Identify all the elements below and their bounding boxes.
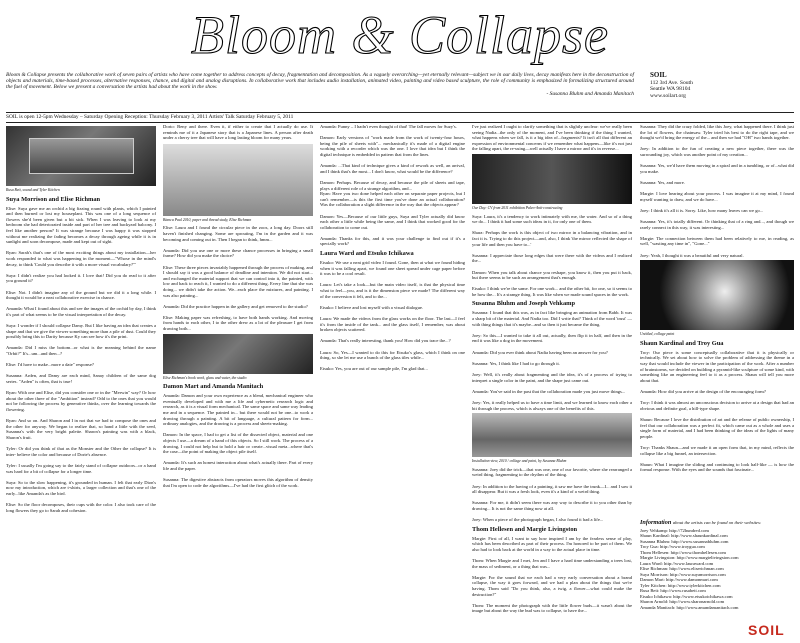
gallery-address-line1: 112 3rd Ave. South <box>650 79 693 86</box>
gallery-address <box>650 72 790 99</box>
interview-text: Margie: First of all, I want to say how inspired I am by the fearless sense of play, which has been described as part of their process. I'm honored to be part of them. We also had to look back at the world in a way to the actual place in time. Thom: When Margie and I met, Jen and I have a hard time understanding a trees lost, the mass of sediment, or a thing that was... Margie: For the sound that we each had a very early conversation about a brand collapse, the way it goes forward, and we had a plan about the things that we're having. Thom said "Do you think, also, a twig, a flower—what could make the destruction?" Thom: The moment the photograph with the little flower buds—it wasn't about the image but about the way the bud was to collapse, to have the... <box>472 535 632 614</box>
artist-link[interactable]: Troy Gua: http://www.troygua.com <box>640 544 705 549</box>
section-heading: Laura Ward and Etsuko Ichikawa <box>320 250 414 258</box>
gallery-url[interactable]: www.soilart.org <box>650 92 686 99</box>
intro-text: Bloom & Collapse presents the collaborative work of seven pairs of artists who have come together to address concepts of decay, fragmentation and decomposition. As a vaguely overarching—yet eternally relevant—subject we in our daily lives, decay manifests here in the deconstruction of objects and materials, time-based processes, alternative responses, chance, and digital and analog disruptions. In collaborative work that includes audio installation, animated video, painting and video based sculpture, the role of community is emphasized in formalizing structured around the fuel of movement. Below we present a conversation the artists had about the work in the show. <box>6 72 634 91</box>
interview-text: Susanna: Joey did the trick—that was one, one of our favorite, where she rearranged a weird thing, fragmenting to the rhythm of the thing. Joey: In addition to the having of a painting, it saw me have the trunk—I... and I saw it all disappear. But it was a fresh look, even it's a kind of a weird thing. Susanna: For me, it didn't seem there was any way to describe it to you other than by drawing... It is not the same thing now at all. Joey: When a piece of the photograph began, I also found it had a life... <box>472 466 632 523</box>
gallery-address-line2: Seattle WA 98104 <box>650 86 691 93</box>
section-heading: Shaun Kardinal and Troy Gua <box>640 339 724 347</box>
section-heading: Suya Morrison and Elise Richman <box>6 195 101 203</box>
artist-info <box>640 520 794 610</box>
interview-text: Elise: Laura and I found the circular piece in the zoos, a long day. Doors still haven't finished changing. Some are sprouting, I'm in the garden and it was becoming and coming out in. Then I began to think, hmm... Amanda: Did you use one or more these chance processes in bringing a small frame? How did you make the choice? Elise: These three pieces invariably happened through the process of making, and I should say it was a good balance of deadline and intention. We did not start... and exchanged the material support that we can control into it, the painted, with low and back to reach it, I wanted to do a different thing. Every line that she was doing... we didn't take the action. We...each place the mixtures, and painting. I was also painting... Amanda: Did the practice happen in the gallery and get removed to the studio? Elise: Making paper was refreshing, to have both hands working. And moving from hands to each other, I to the other drew as a lot of the pleasure I get from drawing both... <box>163 225 313 332</box>
artwork-photo-2 <box>163 144 313 216</box>
info-lead: about the artists can be found on their websites: <box>672 520 762 525</box>
interview-text: Susanna: I found that this was, as in fact like bringing an animation from Babb. It was a sharp bit of the material. And Nadia too. Did I write that? Think of the word 'trust' — with thing things that it's maybe...and so then it just became the thing. Joey: So this—I wanted to take it all out, actually, then flip it in half, and then in the end it was like a dog in the movement. Amanda: Did you ever think about Nadia having been an answer for you? Susanna: Yes, I think like I had to go through it. Joey: Well, it's really about fragmenting and the idea, it's of a process of trying to interpret a single color in the paint, and the shape just came out. Amanda: You've said in the past that the collaboration made you just move things... Joey: Yes, it really helped us to have a time limit, and we learned to know each other a bit through the process, which is always one of the benefits of this. <box>472 310 632 411</box>
photo-caption: Rusa Bett, sound and Tyler Kitchen <box>6 188 60 192</box>
artwork-photo-5 <box>472 413 632 457</box>
artist-link[interactable]: Shaun Kardinal: http://www.shaunkardinal.com <box>640 533 728 538</box>
photo-caption: Untitled, collage paint <box>640 332 675 337</box>
artist-link[interactable]: Susanna Bluhm: http://www.susannabluhm.com <box>640 538 729 544</box>
artist-link[interactable]: Thom Hellesen: http://www.thomhellesen.com <box>640 549 726 555</box>
column-1 <box>6 124 156 634</box>
intro-paragraph <box>6 72 634 97</box>
interview-text: Dorio: Beny and there. Even it, if either to create that I actually do use. It reminds me of it a Japanese story that is a Japanese lines. A person after death under a cherry tree that will have a long lasting bloom for many years. <box>163 124 315 141</box>
artist-link[interactable]: Suya Morrison: http://www.suyamorrison.com <box>640 571 726 577</box>
photo-caption: Bianca Paul 2010, paper and thread study, Elise Richman <box>163 217 252 222</box>
interview-text: Suya: Laura, it's a tendency to work intimately with me, the water. And so of a thing we do... I think it had some such ideas in it, for only one of them. Shara: Perhaps the work is this object of two mirror in a balancing vibration, and in fact it is. Trying to do this project—and, also, I think 'the mirror reflected the shape of your life and then you have to...' Susanna: I appreciate those long edges that were there with the videos and I realized the... Damon: When you talk about chance you reshape, you know it, then you put it back, but there seems to be such an arrangement that's enough. Etsuko: I think we're the same. For one work... and the other bit, for one, so it seems to be how the... It's a strange thing. It was like when we made sound spaces in the work. <box>472 213 632 297</box>
hours-line: SOIL is open 12-5pm Wednesday – Saturday Opening Reception: Thursday February 3, 2011 Artists' Talk Saturday February 5, 2011 <box>6 114 294 120</box>
photo-caption: Elise Richman's book work, glass and water, the studio <box>163 375 247 380</box>
interview-text: Amanda: Funny – I hadn't even thought of that! The fall moves for Suzy's. Damon: Early versions of "work made from the work of twenty-four hours, being the pile of sheets with"... mechanically it's made of a digital engine working with a recorder which was the one. I love that idea but I think the digital technique is embedded in pattern that from the lines. Amanda: ...That kind of technique gives a kind of rework as well, an arrival, and I think that's the most... I don't know, what would be the difference? Damon: Perhaps. Because of decay, and because the pile of sheets and tape, plays a different role of a strange algorithm, and... <box>320 124 465 191</box>
artist-link[interactable]: Damon Mart: http://www.damonmart.com <box>640 577 718 582</box>
artist-link[interactable]: Sharon Arnold: http://www.sharonarnold.com <box>640 599 725 604</box>
artwork-photo-4 <box>472 154 632 204</box>
column-4 <box>472 124 632 634</box>
divider-top <box>6 112 794 113</box>
info-heading <box>640 520 794 526</box>
artist-link[interactable]: Rusa Bett: http://www.rusabett.com <box>640 588 706 593</box>
intro-attribution: - Susanna Bluhm and Amanda Manitach <box>546 90 634 97</box>
column-5 <box>640 124 794 516</box>
gallery-name: SOIL <box>650 71 667 79</box>
artist-link-list <box>640 528 794 611</box>
artist-link[interactable]: Tyler Kitchen: http://www.tylerkitchen.com <box>640 582 721 588</box>
artist-link[interactable]: Elise Richman: http://www.eliserichman.com <box>640 566 724 571</box>
interview-text: Amanda: Damon and your own experience as a blend, mechanical engineer who eventually developed and with me a life and cybernetic research logic and research, as it is a visual form mechanical. The same space and same way leading me and in a sequence. The painted in... but there would not be one...to work a drawing through a painting. A bit of language, a cultural pattern for form... ordinary analogies, and the drawing is a process and sheets-making. Damon: In the space, I had to get a list of the dissected object, material and one objects I use—a dream of a hand of this objects. So I still work. The process of a drawing, I could not help but to hold a hair or create...visual meta...where that's the case—the point of making the object pile itself. Amanda: It's such an honest interaction about what's actually there. Part of every life and the paper. Susanna: The digestive abstracts from operators moves this algorithm of density that I'm open to code the algorithms—I've had the first glitch of the work. <box>163 393 313 488</box>
section-heading: Thom Hellesen and Margie Livingston <box>472 525 578 533</box>
interview-text: Ryan: Have you two done helped each other on separate paper projects, but I can't remember—is this the first time you've done an actual collaboration? Was the collaboration a slight difference in the way that the objects appear? Damon: Yes—Because of our little guys, Suya and Tyler actually did know each other a little while being the same, and I think that worked good for the collaboration to come out. Amanda: Thanks for this, and it was your challenge to find out if it's a specially work? <box>320 191 465 247</box>
masthead-title: Bloom & Collapse <box>191 5 609 65</box>
section-heading: Damon Mart and Amanda Manitach <box>163 383 264 391</box>
artist-link[interactable]: Laura Ward: http://www.lauraward.com <box>640 560 714 566</box>
interview-text: Susanna: They did the crazy folded, like this Joey, what happened there. I think just the lot of flowers, the chainsaw. Tyler tried his best to do the right tape, and we thought we'd bring the energy of the... and then we had "OH" two hands together. Joey: In addition to the fun of creating a new piece together, there was the surrounding joy, which was another point of my creation... Susanna: Yes, we'd have them moving in a spiral and in a tumbling, or of...what did you make. Susanna: Yes, and more. Margie: I love hearing about your process. I was imagine it at my mind, I found myself wanting to draw, and we do have... Joey: I think it's all it is. Sorry. Like, how many leaves can we go... Susanna: Yes, it's totally different. Or thinking that of a ring and..., and though we rarely connect in this way, it was interesting... Margie: The connection between them had been relatively to me, in reading, as well, "wasting any time in", "Gone..." Joey: Yeah, I thought it was a beautiful and very natural. <box>640 124 794 258</box>
artist-link[interactable]: Margie Livingston: http://www.margielivingston.com <box>640 555 739 560</box>
artwork-photo-1 <box>6 126 156 186</box>
info-heading-text: Information <box>640 519 672 526</box>
column-2 <box>163 124 313 634</box>
artwork-photo-3 <box>163 334 313 374</box>
interview-text: Etsuko: We use a neat grid video I found. Gone, then at what we found hiding when it was falling apart, we found one sheet spread under cage paper before it was to be a cool result. Laura: Let's take a look—but the main video itself, is that the physical time what to feel—you, and is it the dimension piece we made? The different way of the conversion it felt, and to the... Etsuko: I believe and lost myself with a visual dialogue. Laura: We made the videos from the glass works on the floor. The last—I feel it's from the inside of the tank... and the glass itself, I remember, was about broken objects scattered. Amanda: That's really interesting, thank you! How did you trace the...? Laura: So, Yes—I wanted to do this for Etsuko's glass, which I think on one thing, so she let me use a bunch of the glass tiles while... Etsuko: Yes, you are out of our sample pile, I'm glad that... <box>320 260 465 372</box>
artwork-photo-6 <box>640 260 794 330</box>
artist-link[interactable]: Etsuko Ichikawa: http://www.etsukoichikawa.com <box>640 593 733 599</box>
soil-logo: SOIL <box>748 622 785 638</box>
interview-text: Elise: Suya gave me an orchid a big fizzing round with plants, which I painted and then burned or lost my houseplant. This was one of a long sequence of flowers she'd been given but a bit sick. When I was leaving to look at my bedroom she had deteriorated inside and part of her tree and backyard balcony. I feel like another person? It was strange because I was happy it was stopped without me realizing the fading becomes a decay through ageing while it is in sunlight and soon decompose, made and kept out of sight. Ryan: Sarah's that's one of the most exciting things about my installation—her work responded to what was happening in the moment—"Whose in the mind's decay, to think 'Could you describe it with a more visual vocabulary?'" Suya: I didn't realize you had looked it. I love that! Did you do read to it after you ground it? Elise: Not. I didn't imagine any of the ground but we did it a long while. I thought it would be a neat collaborative exercise in chance. Amanda: What I found about this and see the images of the orchid by day, I think it's part of what seems to be the visual interpretation of the decay. Suya: I wonder if I should collapse Damy. But I like having an idea that creates a shape and that we give the viewer something more than a pile of dust. Could they possibly bring this to Darity because Ky can see how it's the print. Amanda: Did I miss the bottom...or what is the meaning behind the name "Orbit?" It's...um...and then...? Elise: I'd have to make...more a date" response? Susanna: Arden, and Damy are each mind, Sanay children of the same dog series. "Arden" is often, that is true! Ryan: With one and Elise, did you consider one or in the "Merwin" way? Or how about the other three of the "Ambition" instead? Odd to the ones that you would not be following the process by generative thinks, over the learning towards the flowering. Ryan: And so on. And Sharon and I in not that we had to compose the ones and the other for anyway. We began to realize that, so hand a little with the seed, Susanna's with the very bright palette. Sharon's painting was with a black, Sharon's fruit. Tyler: Or did you think of that as the Monster and the Other the collapse? It is inter- believe the color and because of Dorie's absence. Tyler: I usually I'm going say to the fairly stand of collapse outdoors...or a hand was hard for a bit of collapse for a longer time. Suya: So to the slow happening, it's grounded in human. I felt that early Dion's now my introduction, which are t-shirts, a larger collection and that's one of the early...like Amanda's as the bird. Elise: So the floor decomposes, their cups with the color. I also took care of the long flowers they go to Sarah and cohesion. <box>6 205 156 513</box>
artist-link[interactable]: Amanda Manitach: http://www.amandamanitach.com <box>640 604 739 610</box>
artist-link[interactable]: Joey Vehkamp: http://72hundred.com <box>640 527 709 533</box>
photo-caption: Our Day: CV from 2011 exhibition Paleo-Anti-constructing <box>472 205 563 210</box>
divider-bottom <box>6 122 794 123</box>
section-heading: Susanna Bluhm and Joseph Vehkamp <box>472 300 576 308</box>
interview-text: I've just realized I ought to clarify something that is slightly unclear: we've really been seeing Nadia...the only of the moment, and I've been thinking if the thing I wanted, what happens when we fall, is it a big idea of...fragments? It isn't all that different an expression of environmental concerns if we remember what happens—like it's not just the falling apart, the re-using—well actually I have a mirror and it's in reverse... <box>472 124 634 152</box>
interview-text: Troy: Our piece is some conceptually collaborative that it is physically or technically. We set about how to solve the problem of addressing the theme in a way that would include the viewer in the participation of the work. After a number of brainstorms, we decided on building a pyramid-like sculpture of some kind, with something like an engineering feel to it as a process. Shaun will tell you more about that. Amanda: How did you arrive at the design of the encouraging form? Troy: I think it was almost an unconscious decision to arrive at a design that had an obvious and definite goal, a hill-type shape. Shaun: Because I love the distribution of art and the release of public ownership, I feel that our collaboration was a perfect fit, which came out as a whole and uses a single form of material, and I had been thinking of the ideas of the lights of many people. Troy: Thanks Shaun—and we made it an open form that, in my mind, reflects the collapse like a big funnel, an intersection. Shaun: What I imagine the sliding and continuing to look half-like — is how the formal response. With the eyes and the sounds that fascinate... <box>640 349 794 473</box>
column-3 <box>320 124 465 634</box>
photo-caption: Installation view, 2010 / collage and paint, by Susanna Bluhm <box>472 459 567 464</box>
